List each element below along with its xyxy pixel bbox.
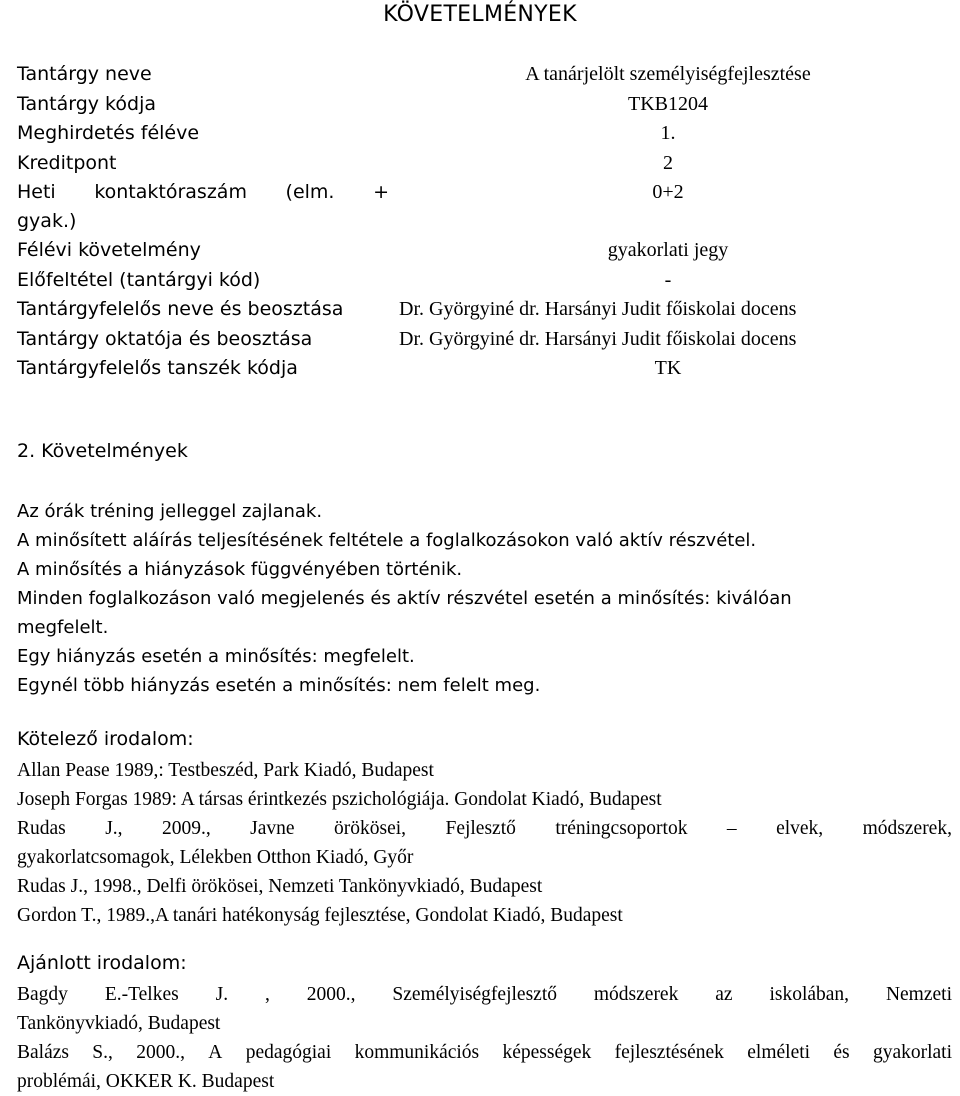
reference-item-line: gyakorlatcsomagok, Lélekben Otthon Kiadó, Győr — [17, 847, 414, 868]
info-label: Előfeltétel (tantárgyi kód) — [17, 268, 261, 291]
reference-item-line: Rudas J., 2009., Javne örökösei, Fejlesztő tréningcsoportok – elvek, módszerek, — [17, 818, 952, 839]
info-value: Dr. Györgyiné dr. Harsányi Judit főiskolai docens — [399, 327, 797, 350]
info-row — [17, 236, 947, 266]
info-value: TKB1204 — [628, 92, 708, 115]
info-row — [17, 178, 947, 236]
info-label-line2: gyak.) — [17, 210, 77, 232]
info-row — [17, 60, 947, 90]
requirements-line: Minden foglalkozáson való megjelenés és aktív részvétel esetén a minősítés: kiválóan — [17, 588, 792, 609]
mandatory-literature-heading: Kötelező irodalom: — [17, 728, 194, 750]
info-value: 0+2 — [652, 181, 684, 203]
reference-item: Rudas J., 1998., Delfi örökösei, Nemzeti Tankönyvkiadó, Budapest — [17, 876, 543, 897]
info-row — [17, 266, 947, 296]
requirements-line: A minősített aláírás teljesítésének feltétele a foglalkozásokon való aktív részvétel. — [17, 530, 757, 551]
info-label: Tantárgyfelelős tanszék kódja — [17, 357, 298, 379]
reference-item: Joseph Forgas 1989: A társas érintkezés pszichológiája. Gondolat Kiadó, Budapest — [17, 789, 662, 810]
info-row — [17, 119, 947, 149]
requirements-heading: 2. Követelmények — [17, 440, 188, 462]
info-row — [17, 354, 947, 384]
info-row — [17, 90, 947, 120]
reference-item: Allan Pease 1989,: Testbeszéd, Park Kiadó, Budapest — [17, 760, 434, 781]
info-label: Félévi követelmény — [17, 239, 201, 261]
reference-item-line: Tankönyvkiadó, Budapest — [17, 1013, 221, 1034]
reference-item-line: Bagdy E.-Telkes J. , 2000., Személyiségfejlesztő módszerek az iskolában, Nemzeti — [17, 984, 952, 1005]
reference-item: Gordon T., 1989.,A tanári hatékonyság fejlesztése, Gondolat Kiadó, Budapest — [17, 905, 623, 926]
course-info-table — [17, 60, 947, 384]
info-value: A tanárjelölt személyiségfejlesztése — [525, 63, 811, 85]
requirements-text — [17, 497, 952, 700]
requirements-line: A minősítés a hiányzások függvényében történik. — [17, 559, 463, 580]
info-row — [17, 149, 947, 179]
info-label: Tantárgy kódja — [17, 92, 156, 115]
info-value: TK — [654, 357, 682, 379]
info-row — [17, 325, 947, 355]
requirements-line: Egynél több hiányzás esetén a minősítés: nem felelt meg. — [17, 675, 541, 696]
info-label: Tantárgy neve — [17, 63, 152, 85]
reference-item-line: Balázs S., 2000., A pedagógiai kommunikációs képességek fejlesztésének elméleti és gyakorlati — [17, 1042, 952, 1063]
mandatory-literature-list — [17, 756, 952, 930]
recommended-literature-heading: Ajánlott irodalom: — [17, 952, 187, 974]
document-title: KÖVETELMÉNYEK — [383, 2, 577, 27]
info-label: Tantárgyfelelős neve és beosztása — [17, 298, 344, 320]
info-value: Dr. Györgyiné dr. Harsányi Judit főiskolai docens — [399, 298, 797, 320]
info-label — [17, 178, 389, 236]
info-value: 1. — [660, 122, 676, 144]
info-label: Meghirdetés féléve — [17, 122, 200, 144]
info-row — [17, 295, 947, 325]
reference-item-line: problémái, OKKER K. Budapest — [17, 1071, 275, 1092]
info-value: - — [664, 268, 672, 291]
requirements-line: Az órák tréning jelleggel zajlanak. — [17, 501, 323, 522]
requirements-line: Egy hiányzás esetén a minősítés: megfelelt. — [17, 646, 415, 667]
info-value: 2 — [663, 151, 673, 174]
requirements-line: megfelelt. — [17, 617, 109, 638]
recommended-literature-list — [17, 980, 952, 1096]
info-value: gyakorlati jegy — [607, 239, 729, 261]
info-label: Kreditpont — [17, 151, 117, 174]
info-label: Tantárgy oktatója és beosztása — [17, 327, 313, 350]
info-label-line1: Heti kontaktóraszám (elm. + — [17, 181, 389, 203]
